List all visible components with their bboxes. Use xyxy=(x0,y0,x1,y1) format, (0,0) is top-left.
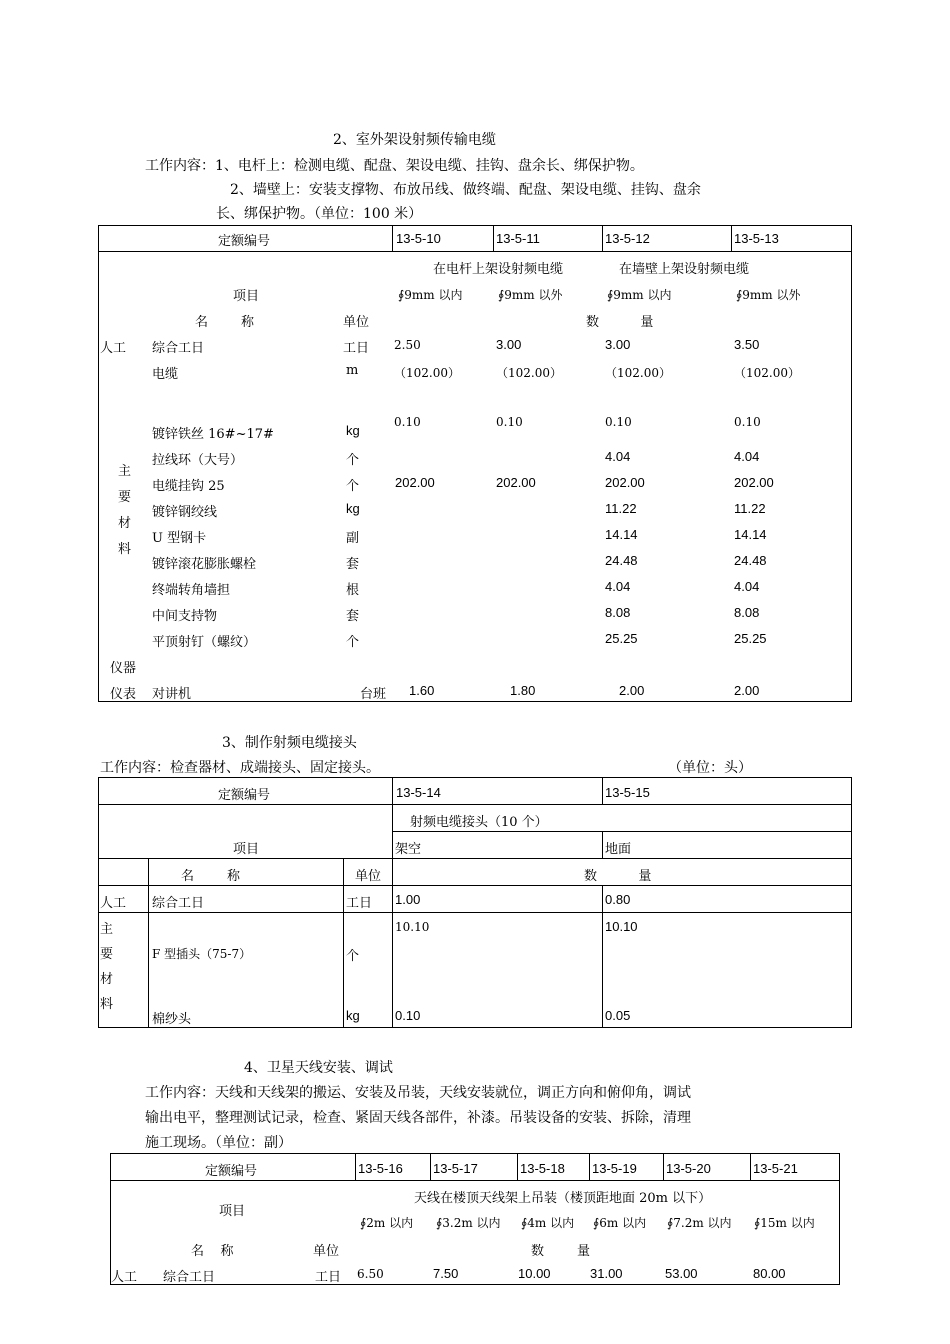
row-value: 80.00 xyxy=(753,1266,786,1281)
spec-6: ∮15m 以内 xyxy=(754,1216,815,1230)
row-value: 2.00 xyxy=(619,683,645,698)
group-pole: 在电杆上架设射频电缆 xyxy=(433,262,564,277)
spec-ground: 地面 xyxy=(605,842,632,857)
row-value: 4.04 xyxy=(734,579,760,594)
category-labor: 人工 xyxy=(100,896,127,911)
code-13-5-17: 13-5-17 xyxy=(433,1161,478,1176)
group-joint: 射频电缆接头（10 个） xyxy=(410,815,548,830)
row-name: F 型插头（75-7） xyxy=(152,947,252,961)
section2-work-line3: 长、绑保护物。（单位：100 米） xyxy=(216,206,423,222)
row-value: 24.48 xyxy=(734,553,767,568)
row-name: 拉线环（大号） xyxy=(152,453,244,468)
row-unit: 根 xyxy=(346,583,360,598)
row-name: 终端转角墙担 xyxy=(152,583,231,598)
row-name: 镀锌钢绞线 xyxy=(152,505,218,520)
name-label: 名 称 xyxy=(181,869,241,884)
section2-work-line1: 工作内容：1、电杆上：检测电缆、配盘、架设电缆、挂钩、盘余长、绑保护物。 xyxy=(145,158,644,174)
spec-5: ∮7.2m 以内 xyxy=(667,1216,732,1230)
section4-work-line2: 输出电平，整理测试记录，检查、紧固天线各部件，补漆。吊装设备的安装、拆除，清理 xyxy=(145,1110,691,1126)
row-unit: kg xyxy=(346,423,360,438)
row-value: 53.00 xyxy=(665,1266,698,1281)
quota-label: 定额编号 xyxy=(218,234,271,249)
row-value: 1.00 xyxy=(395,892,421,907)
row-value: 2.00 xyxy=(734,683,760,698)
row-value: 10.00 xyxy=(518,1266,551,1281)
quota-label: 定额编号 xyxy=(218,788,271,803)
code-13-5-19: 13-5-19 xyxy=(592,1161,637,1176)
row-value: （102.00） xyxy=(734,366,800,380)
item-label: 项目 xyxy=(219,1204,246,1219)
row-value: 6.50 xyxy=(357,1267,384,1281)
row-name: 对讲机 xyxy=(152,687,192,702)
row-value: 3.00 xyxy=(605,337,631,352)
row-value: 0.10 xyxy=(496,415,523,429)
spec-3: ∮4m 以内 xyxy=(521,1216,575,1230)
row-name: 电缆挂钩 25 xyxy=(152,479,225,494)
row-value: 10.10 xyxy=(605,919,638,934)
category-material: 主要材料 xyxy=(100,922,114,1012)
row-unit: 个 xyxy=(346,635,360,650)
row-name: 综合工日 xyxy=(163,1270,216,1285)
row-value: 14.14 xyxy=(605,527,638,542)
category-instrument-1: 仪器 xyxy=(110,661,137,676)
code-13-5-13: 13-5-13 xyxy=(734,231,779,246)
category-labor: 人工 xyxy=(111,1270,138,1285)
spec-aerial: 架空 xyxy=(395,842,422,857)
row-unit: 副 xyxy=(346,531,360,546)
row-unit: 台班 xyxy=(360,687,387,702)
row-value: 2.50 xyxy=(394,338,421,352)
item-label: 项目 xyxy=(233,842,260,857)
group-wall: 在墙壁上架设射频电缆 xyxy=(619,262,750,277)
row-unit: 工日 xyxy=(346,896,373,911)
section3-work-line: 工作内容：检查器材、成端接头、固定接头。 xyxy=(100,760,380,776)
row-value: 11.22 xyxy=(605,501,637,516)
unit-label: 单位 xyxy=(343,315,370,330)
row-name: 电缆 xyxy=(152,367,179,382)
unit-label: 单位 xyxy=(355,869,382,884)
row-value: 0.10 xyxy=(395,1008,421,1023)
code-13-5-15: 13-5-15 xyxy=(605,785,650,800)
qty-label: 数 量 xyxy=(584,869,652,884)
row-name: U 型钢卡 xyxy=(152,531,207,546)
row-value: 8.08 xyxy=(734,605,760,620)
row-value: 202.00 xyxy=(395,475,435,490)
code-13-5-21: 13-5-21 xyxy=(753,1161,798,1176)
row-value: （102.00） xyxy=(496,366,562,380)
row-unit: 个 xyxy=(346,479,360,494)
section4-title: 4、卫星天线安装、调试 xyxy=(244,1060,393,1076)
row-unit: 个 xyxy=(346,453,360,468)
row-value: 25.25 xyxy=(734,631,767,646)
group-rooftop: 天线在楼顶天线架上吊装（楼顶距地面 20m 以下） xyxy=(414,1191,712,1206)
spec-4: ∮9mm 以外 xyxy=(736,288,801,302)
row-name: 综合工日 xyxy=(152,896,205,911)
category-material: 主要材料 xyxy=(118,464,132,557)
row-value: 0.10 xyxy=(734,415,761,429)
row-unit: kg xyxy=(346,1008,360,1023)
row-unit: m xyxy=(346,363,359,378)
row-value: 31.00 xyxy=(590,1266,623,1281)
code-13-5-12: 13-5-12 xyxy=(605,231,650,246)
category-instrument-2: 仪表 xyxy=(110,687,137,702)
row-value: 4.04 xyxy=(605,449,631,464)
row-value: 14.14 xyxy=(734,527,767,542)
row-value: 4.04 xyxy=(605,579,631,594)
row-value: 25.25 xyxy=(605,631,638,646)
spec-1: ∮9mm 以内 xyxy=(398,288,463,302)
row-unit: 个 xyxy=(346,949,360,964)
row-value: 1.60 xyxy=(409,683,435,698)
code-13-5-16: 13-5-16 xyxy=(358,1161,403,1176)
section2-title: 2、室外架设射频传输电缆 xyxy=(333,132,496,148)
spec-3: ∮9mm 以内 xyxy=(607,288,672,302)
section4-work-line1: 工作内容：天线和天线架的搬运、安装及吊装，天线安装就位，调正方向和俯仰角，调试 xyxy=(145,1085,691,1101)
row-unit: 套 xyxy=(346,557,360,572)
row-value: （102.00） xyxy=(394,366,460,380)
qty-label: 数 量 xyxy=(531,1244,591,1259)
row-value: 8.08 xyxy=(605,605,631,620)
row-unit: 套 xyxy=(346,609,360,624)
row-value: 0.05 xyxy=(605,1008,631,1023)
row-name: 棉纱头 xyxy=(152,1012,192,1027)
row-name: 平顶射钉（螺纹） xyxy=(152,635,257,650)
code-13-5-20: 13-5-20 xyxy=(666,1161,711,1176)
section4-work-line3: 施工现场。（单位：副） xyxy=(145,1135,292,1151)
row-name: 镀锌铁丝 16#~17# xyxy=(152,427,274,442)
quota-label: 定额编号 xyxy=(205,1164,258,1179)
row-value: 202.00 xyxy=(734,475,774,490)
qty-label: 数 量 xyxy=(586,315,654,330)
row-name: 镀锌滚花膨胀螺栓 xyxy=(152,557,257,572)
row-value: 3.00 xyxy=(496,337,522,352)
row-unit: kg xyxy=(346,501,360,516)
code-13-5-14: 13-5-14 xyxy=(396,785,441,800)
row-unit: 工日 xyxy=(343,341,370,356)
name-label: 名 称 xyxy=(191,1244,234,1259)
row-value: 24.48 xyxy=(605,553,638,568)
row-unit: 工日 xyxy=(315,1270,342,1285)
code-13-5-18: 13-5-18 xyxy=(520,1161,565,1176)
row-value: 202.00 xyxy=(496,475,536,490)
row-value: 4.04 xyxy=(734,449,760,464)
category-labor: 人工 xyxy=(100,341,127,356)
row-value: 0.80 xyxy=(605,892,631,907)
section3-unit-note: （单位：头） xyxy=(668,760,752,776)
row-value: 7.50 xyxy=(433,1266,459,1281)
row-value: 202.00 xyxy=(605,475,645,490)
spec-2: ∮3.2m 以内 xyxy=(436,1216,501,1230)
item-label: 项目 xyxy=(233,289,260,304)
row-name: 综合工日 xyxy=(152,341,205,356)
row-value: （102.00） xyxy=(605,366,671,380)
row-value: 10.10 xyxy=(395,920,430,934)
spec-4: ∮6m 以内 xyxy=(593,1216,647,1230)
unit-label: 单位 xyxy=(313,1244,340,1259)
spec-2: ∮9mm 以外 xyxy=(498,288,563,302)
row-value: 11.22 xyxy=(734,501,766,516)
section2-work-line2: 2、墙壁上：安装支撑物、布放吊线、做终端、配盘、架设电缆、挂钩、盘余 xyxy=(230,182,701,198)
row-value: 3.50 xyxy=(734,337,760,352)
name-label: 名 称 xyxy=(195,315,255,330)
code-13-5-10: 13-5-10 xyxy=(396,231,441,246)
row-value: 1.80 xyxy=(510,683,536,698)
code-13-5-11: 13-5-11 xyxy=(496,231,540,246)
row-value: 0.10 xyxy=(394,415,421,429)
row-value: 0.10 xyxy=(605,415,632,429)
spec-1: ∮2m 以内 xyxy=(360,1216,414,1230)
section3-title: 3、制作射频电缆接头 xyxy=(222,735,357,751)
row-name: 中间支持物 xyxy=(152,609,218,624)
